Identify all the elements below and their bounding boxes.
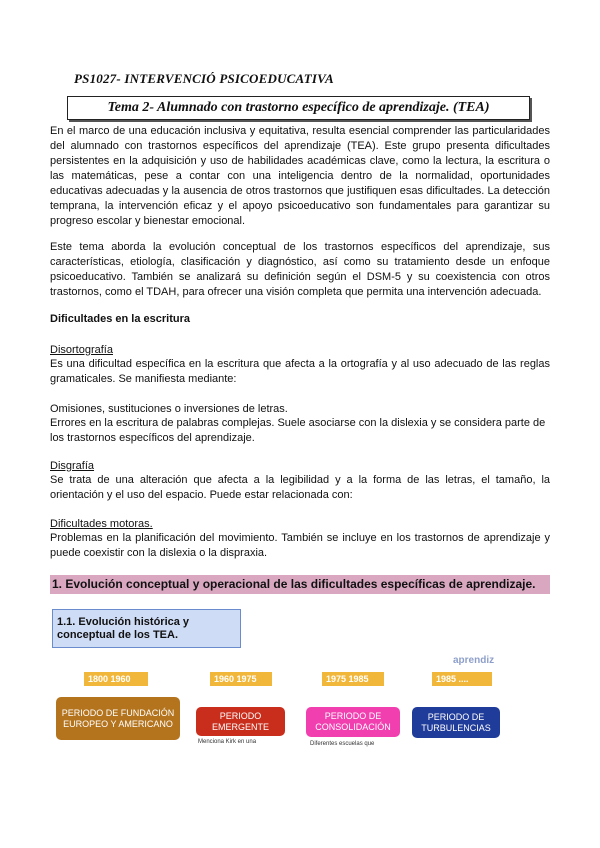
disgrafia-description: Se trata de una alteración que afecta a la legibilidad y a la forma de las letras, el tamaño, la orientación y el uso del espacio. Puede estar relacionada con:	[50, 474, 550, 501]
faded-timeline-title: aprendiz	[453, 655, 495, 666]
course-title: PS1027- INTERVENCIÓ PSICOEDUCATIVA	[74, 71, 334, 86]
topic-title-box: Tema 2- Alumnado con trastorno específico de aprendizaje. (TEA)	[67, 96, 530, 120]
timeline-date-1: 1800 1960	[84, 672, 148, 686]
disortografia-item-2: Errores en la escritura de palabras complejas. Suele asociarse con la dislexia y se considera parte de los trastornos específicos del aprendizaje.	[50, 417, 546, 444]
period-fundacion: PERIODO DE FUNDACIÓN EUROPEO Y AMERICANO	[56, 697, 180, 740]
subsection-1-1-title: 1.1. Evolución histórica y conceptual de los TEA.	[52, 609, 241, 648]
disortografia-item-1: Omisiones, sustituciones o inversiones de letras.	[50, 403, 288, 415]
intro-paragraph-2: Este tema aborda la evolución conceptual de los trastornos específicos del aprendizaje, sus características, etiología, clasificación y diagnóstico, así como su tratamiento desde un enfoque psicoeducativo. También se analizará su definición según el DSM-5 y su coexistencia con otros trastornos, como el TDAH, para ofrecer una visión completa que permita una intervención adecuada.	[50, 241, 550, 298]
section-1-title: 1. Evolución conceptual y operacional de las dificultades específicas de aprendizaje.	[50, 575, 550, 594]
motoras-description: Problemas en la planificación del movimiento. También se incluye en los trastornos de aprendizaje y puede coexistir con la dislexia o la dispraxia.	[50, 532, 550, 559]
timeline-date-2: 1960 1975	[210, 672, 272, 686]
disortografia-description: Es una dificultad específica en la escritura que afecta a la ortografía y al uso adecuado de las reglas gramaticales. Se manifiesta mediante:	[50, 358, 550, 385]
period-emergente: PERIODO EMERGENTE	[196, 707, 285, 736]
disgrafia-title: Disgrafía	[50, 460, 95, 472]
period-consolidacion-note: Diferentes escuelas que	[310, 741, 375, 747]
writing-heading: Dificultades en la escritura	[50, 313, 190, 325]
period-emergente-note: Menciona Kirk en una	[198, 739, 257, 745]
timeline-date-4: 1985 ....	[432, 672, 492, 686]
period-turbulencias: PERIODO DE TURBULENCIAS	[412, 707, 500, 738]
timeline-date-3: 1975 1985	[322, 672, 384, 686]
intro-paragraph-1: En el marco de una educación inclusiva y equitativa, resulta esencial comprender las particularidades del alumnado con trastornos específicos del aprendizaje (TEA). Este grupo presenta dificultades persistentes en la adquisición y uso de habilidades académicas clave, como la lectura, la escritura o las matemáticas, pese a contar con una inteligencia dentro de la normalidad, oportunidades educativas adecuadas y la ausencia de otros trastornos que justifiquen esas dificultades. La detección temprana, la intervención eficaz y el apoyo psicoeducativo son fundamentales para garantizar su progreso escolar y bienestar emocional.	[50, 125, 550, 227]
disortografia-title: Disortografía	[50, 344, 113, 356]
motoras-title: Dificultades motoras.	[50, 518, 153, 530]
period-consolidacion: PERIODO DE CONSOLIDACIÓN	[306, 707, 400, 737]
